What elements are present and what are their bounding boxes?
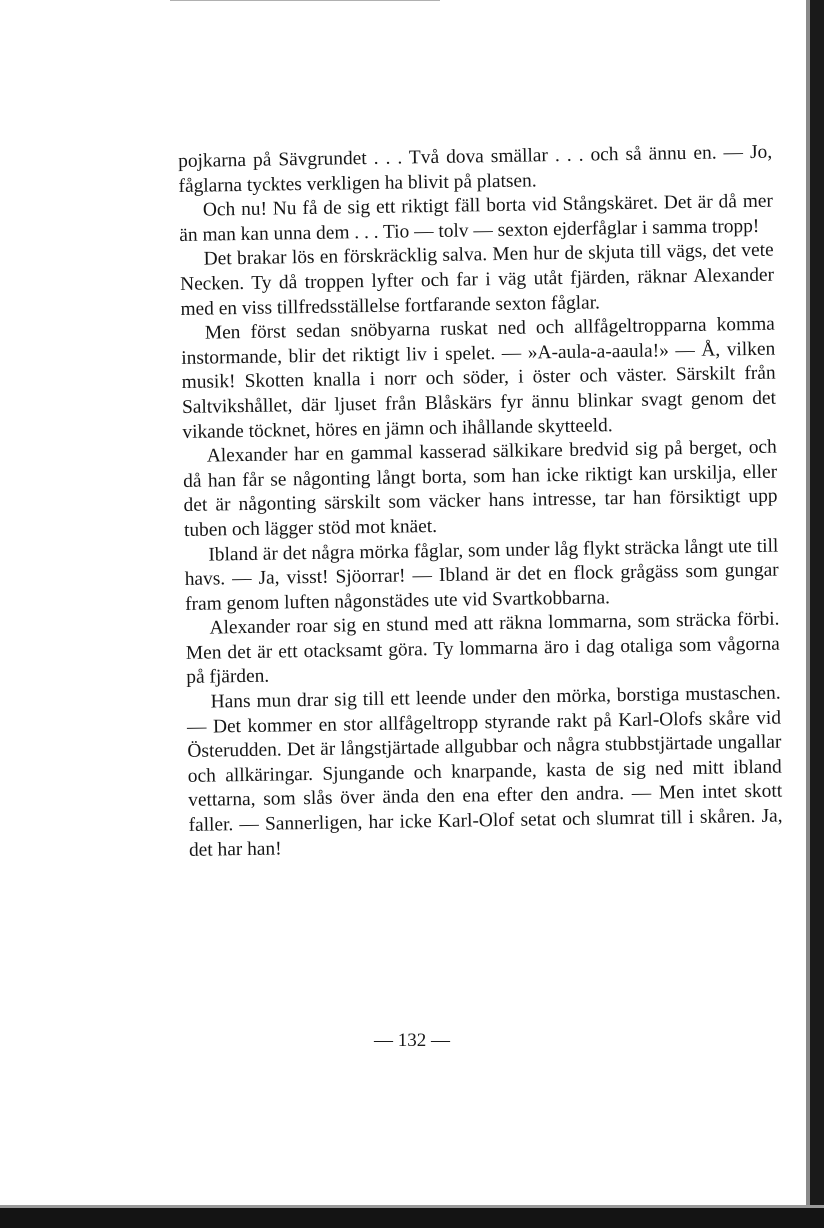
scan-edge-bottom [0,1208,824,1228]
paragraph-8: Hans mun drar sig till ett leende under den mörka, borstiga mustaschen. — Det kommer en stor allfågeltropp styrande rakt på Karl-Olofs skåre vid Österudden. Det är långstjärtade allgubbar och några stubbstjärtade ungallar och allkäringar. Sjungande och knarpande, kasta de sig ned mitt ibland vettarna, som slås över ända den ena efter den andra. — Men intet skott faller. — Sannerligen, har icke Karl-Olof setat och slumrat till i skåren. Ja, det har han! [186,682,783,861]
paragraph-2: Och nu! Nu få de sig ett riktigt fäll borta vid Stångskäret. Det är då mer än man kan unna dem . . . Tio — tolv — sexton ejderfåglar i samma tropp! [179,190,774,246]
paragraph-5: Alexander har en gammal kasserad sälkikare bredvid sig på berget, och då han får se någonting långt borta, som han icke riktigt kan urskilja, eller det är någonting särskilt som väcker hans intresse, tar han försiktigt upp tuben och lägger stöd mot knäet. [183,436,778,541]
paragraph-4: Men först sedan snöbyarna ruskat ned och allfågeltropparna komma instormande, blir det riktigt liv i spelet. — »A-aula-a-aaula!» — Å, vilken musik! Skotten knalla i norr och söder, i öster och väster. Särskilt från Saltvikshållet, där ljuset från Blåskärs fyr ännu blinkar svagt genom det vikande töcknet, höres en jämn och ihållande skytteeld. [181,313,777,443]
paragraph-3: Det brakar lös en förskräcklig salva. Men hur de skjuta till vägs, det vete Necken. Ty då troppen lyfter och far i väg utåt fjärden, räknar Alexander med en viss tillfredsställelse fortfarande sexton fåglar. [179,240,775,320]
scan-top-rule [170,0,440,1]
page-body [178,141,783,863]
page-number: — 132 — [374,1030,450,1051]
paragraph-1: pojkarna på Sävgrundet . . . Två dova smällar . . . och så ännu en. — Jo, fåglarna tycktes verkligen ha blivit på platsen. [178,141,773,197]
paragraph-7: Alexander roar sig en stund med att räkna lommarna, som sträcka förbi. Men det är ett otacksamt göra. Ty lommarna äro i dag otaliga som vågorna på fjärden. [185,608,780,689]
paragraph-6: Ibland är det några mörka fåglar, som under låg flykt sträcka långt ute till havs. — Ja, visst! Sjöorrar! — Ibland är det en flock grågäss som gungar fram genom luften någonstädes ute vid Svartkobbarna. [184,535,779,615]
scan-edge-right [810,0,824,1228]
